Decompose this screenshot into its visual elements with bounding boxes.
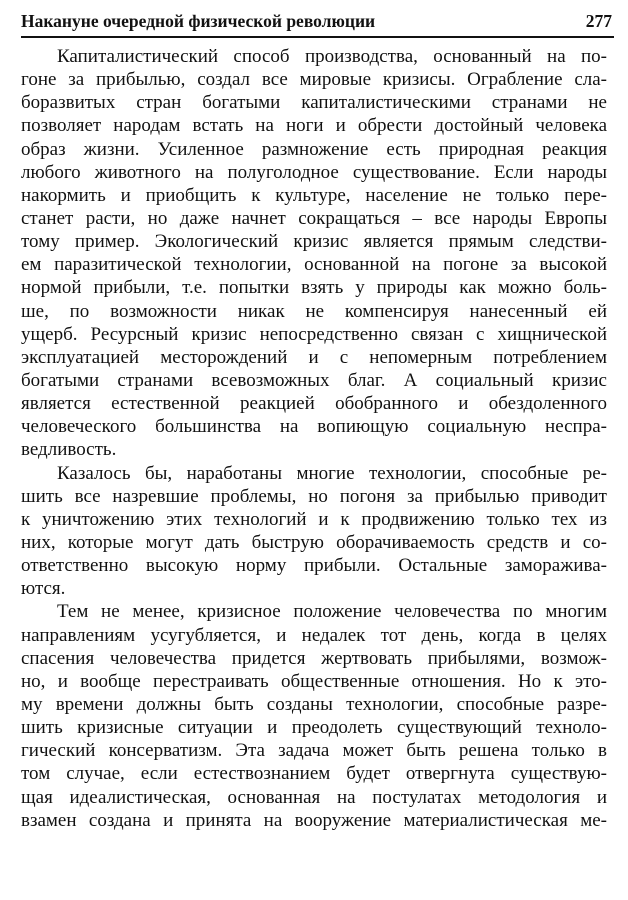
text-line: нормой прибыли, т.е. попытки взять у природы как можно боль- xyxy=(21,277,607,299)
text-line: ущерб. Ресурсный кризис непосредственно связан с хищнической xyxy=(21,323,607,345)
text-line: накормить и приобщить к культуре, население не только пере- xyxy=(21,184,607,206)
paragraph xyxy=(21,45,607,462)
text-line: к уничтожению этих технологий и к продвижению только тех из xyxy=(21,508,607,530)
text-line: ем паразитической технологии, основанной на погоне за высокой xyxy=(21,254,607,276)
text-line: том случае, если естествознанием будет отвергнута существую- xyxy=(21,763,607,785)
text-line: ответственно высокую норму прибыли. Остальные заморажива- xyxy=(21,555,607,577)
text-line: гоне за прибылью, создал все мировые кризисы. Ограбление сла- xyxy=(21,69,607,91)
text-line: щая идеалистическая, основанная на постулатах методология и xyxy=(21,786,607,808)
page-number: 277 xyxy=(585,11,612,31)
text-line: направлениям усугубляется, и недалек тот день, когда в целях xyxy=(21,624,607,646)
paragraph xyxy=(21,600,607,831)
running-header xyxy=(21,10,614,38)
text-line: гический консерватизм. Эта задача может быть решена только в xyxy=(21,740,607,762)
text-line: боразвитых стран богатыми капиталистическими странами не xyxy=(21,92,607,114)
text-line: позволяет народам встать на ноги и обрести достойный человека xyxy=(21,115,607,137)
text-line: шить все назревшие проблемы, но погоня за прибылью приводит xyxy=(21,485,607,507)
text-line: эксплуатацией месторождений и с непомерным потреблением xyxy=(21,346,607,368)
text-line: тому пример. Экологический кризис является прямым следстви- xyxy=(21,231,607,253)
text-line: ше, по возможности никак не компенсируя нанесенный ей xyxy=(21,300,607,322)
text-line: человеческого большинства на вопиющую социальную неспра- xyxy=(21,416,607,438)
text-line: Капиталистический способ производства, основанный на по- xyxy=(57,46,607,67)
text-line: ются. xyxy=(21,578,66,600)
text-line: спасения человечества придется жертвовать прибылями, возмож- xyxy=(21,647,607,669)
text-line: образ жизни. Усиленное размножение есть природная реакция xyxy=(21,138,607,160)
text-line: шить кризисные ситуации и преодолеть существующий техноло- xyxy=(21,717,607,739)
body-text xyxy=(21,45,607,832)
text-line: Тем не менее, кризисное положение человечества по многим xyxy=(57,601,607,623)
running-header-title: Накануне очередной физической революции xyxy=(21,11,376,31)
text-line: станет расти, но даже начнет сокращаться – все народы Европы xyxy=(21,207,607,229)
text-line: них, которые могут дать быструю оборачиваемость средств и со- xyxy=(21,531,607,553)
text-line: является естественной реакцией обобранного и обездоленного xyxy=(21,393,607,415)
text-line: му времени должны быть созданы технологии, способные разре- xyxy=(21,693,607,715)
text-line: ведливость. xyxy=(21,439,117,461)
text-line: Казалось бы, наработаны многие технологии, способные ре- xyxy=(57,462,607,484)
text-line: богатыми странами всевозможных благ. А социальный кризис xyxy=(21,369,607,391)
paragraph xyxy=(21,462,607,601)
text-line: взамен создана и принята на вооружение материалистическая ме- xyxy=(21,809,607,831)
text-line: любого животного на полуголодное существование. Если народы xyxy=(21,161,607,183)
text-line: но, и вообще перестраивать общественные отношения. Но к это- xyxy=(21,670,607,692)
